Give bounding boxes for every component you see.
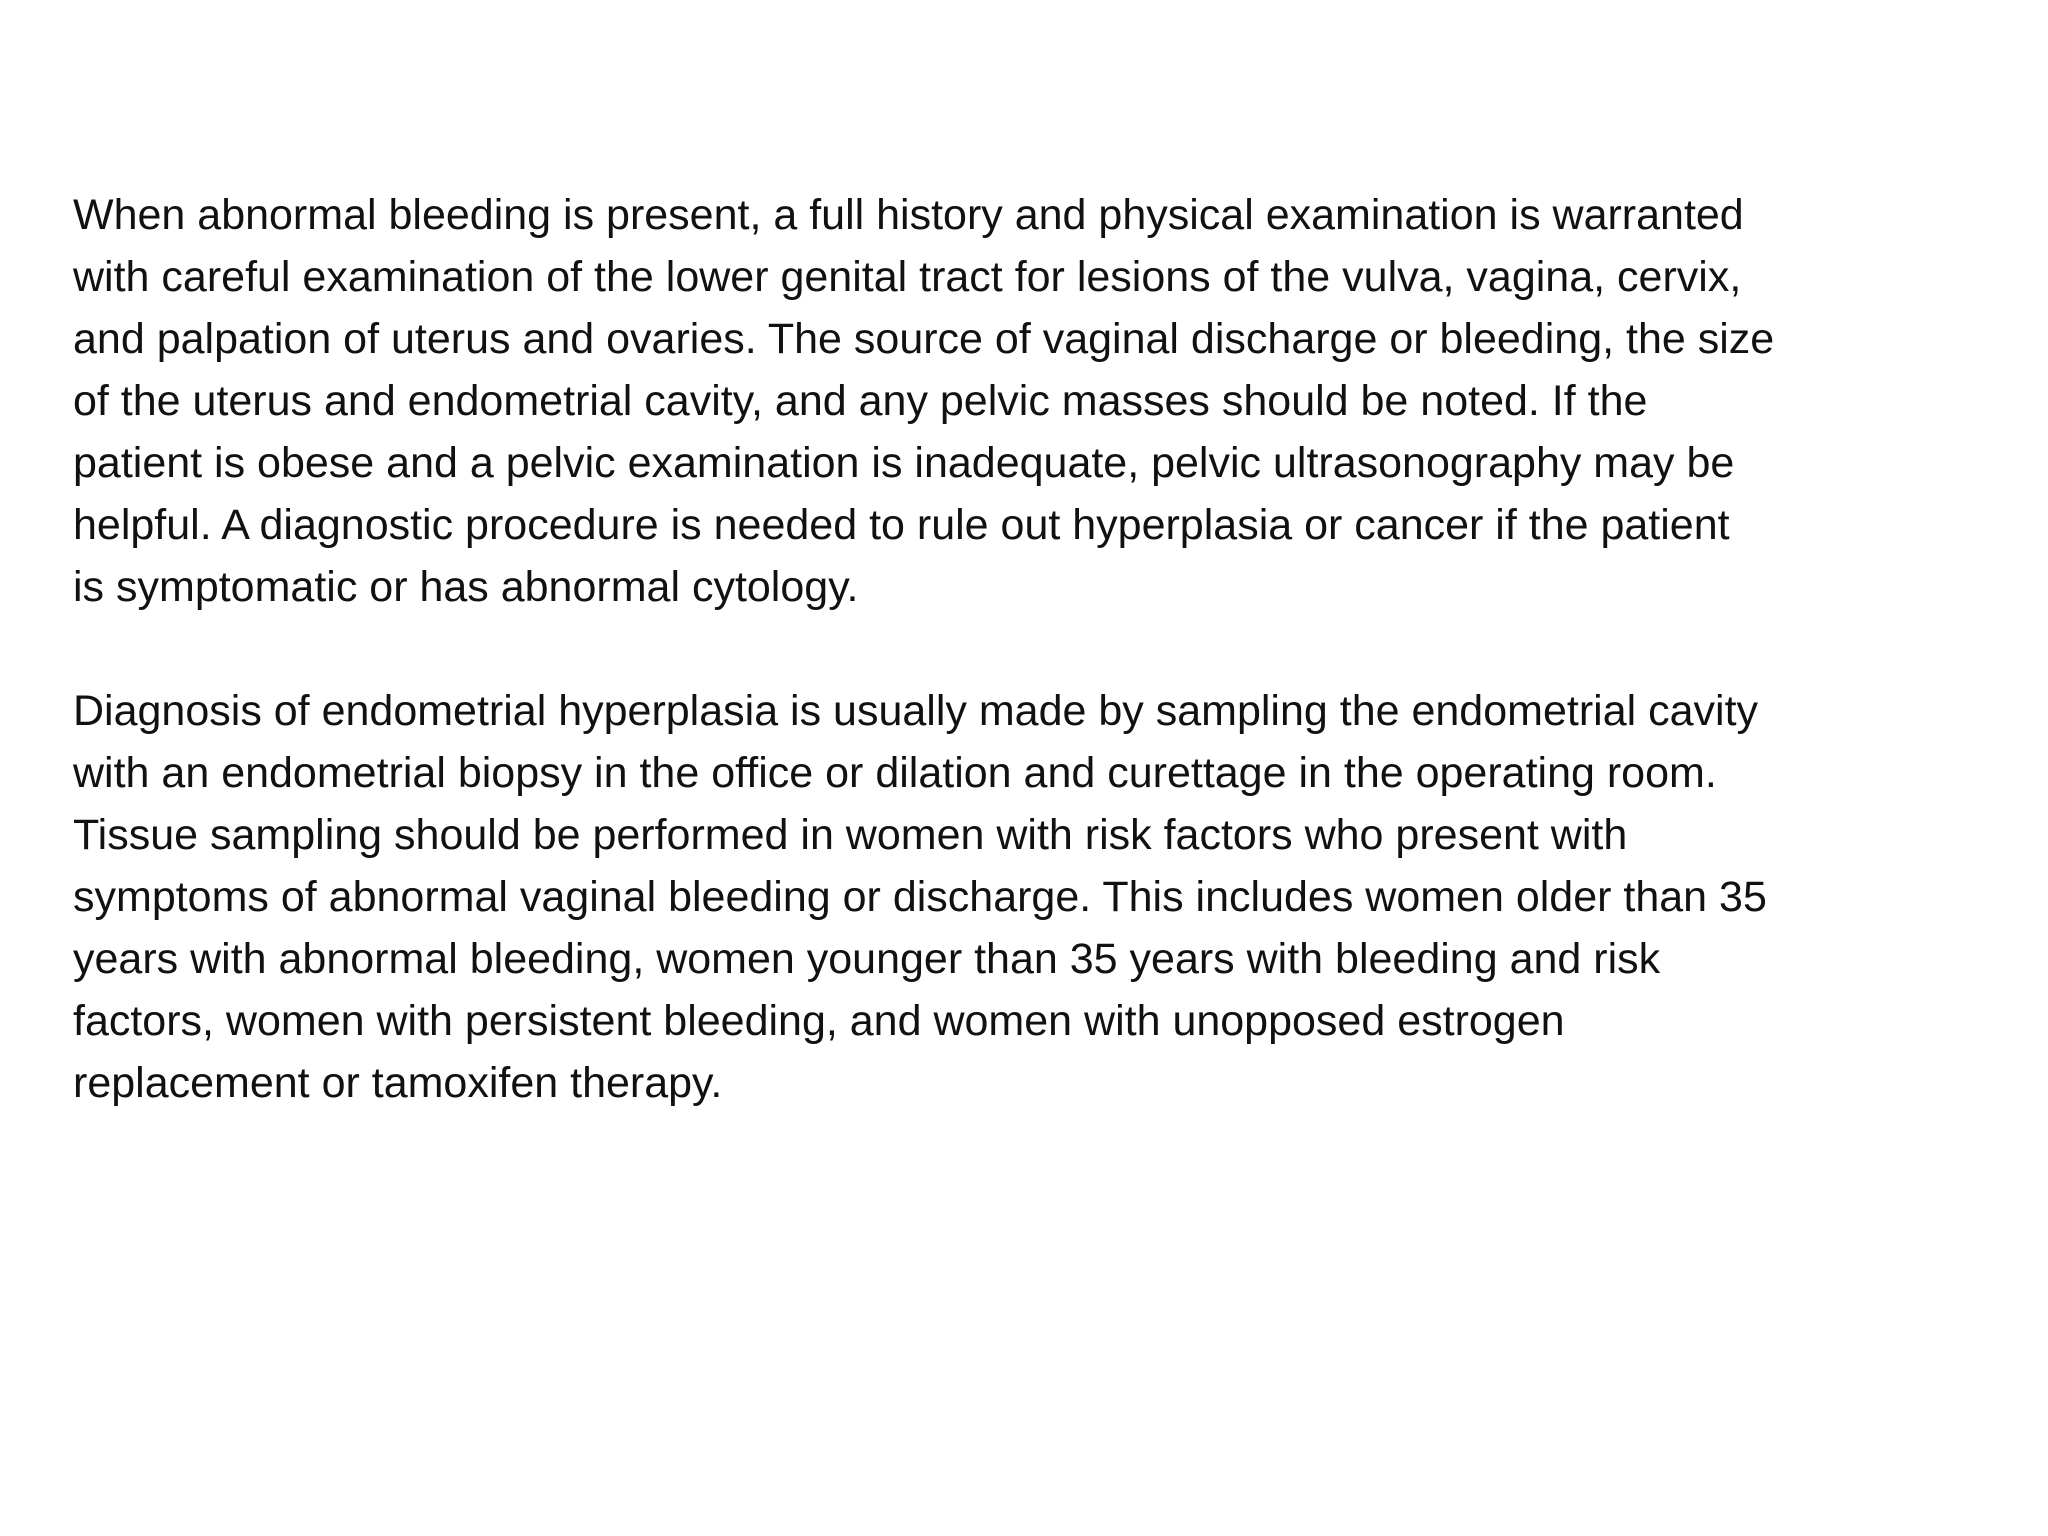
paragraph-hyperplasia-diagnosis (73, 680, 2003, 1114)
text-line: factors, women with persistent bleeding, and women with unopposed estrogen (73, 997, 1565, 1045)
text-line: Tissue sampling should be performed in women with risk factors who present with (73, 811, 1628, 859)
text-line: helpful. A diagnostic procedure is needed to rule out hyperplasia or cancer if the patient (73, 501, 1730, 549)
text-line: years with abnormal bleeding, women younger than 35 years with bleeding and risk (73, 935, 1661, 983)
text-line: is symptomatic or has abnormal cytology. (73, 563, 859, 611)
slide-text-body (73, 184, 2003, 1114)
paragraph-spacer (73, 618, 2003, 680)
text-line: with careful examination of the lower genital tract for lesions of the vulva, vagina, cervix, (73, 253, 1742, 301)
text-line: of the uterus and endometrial cavity, and any pelvic masses should be noted. If the (73, 377, 1648, 425)
text-line: replacement or tamoxifen therapy. (73, 1059, 723, 1107)
text-line: patient is obese and a pelvic examination is inadequate, pelvic ultrasonography may be (73, 439, 1735, 487)
text-line: When abnormal bleeding is present, a full history and physical examination is warranted (73, 191, 1744, 239)
text-line: and palpation of uterus and ovaries. The source of vaginal discharge or bleeding, the size (73, 315, 1775, 363)
paragraph-abnormal-bleeding-exam (73, 184, 2003, 618)
text-line: with an endometrial biopsy in the office or dilation and curettage in the operating room. (73, 749, 1717, 797)
text-line: symptoms of abnormal vaginal bleeding or discharge. This includes women older than 35 (73, 873, 1767, 921)
text-line: Diagnosis of endometrial hyperplasia is usually made by sampling the endometrial cavity (73, 687, 1759, 735)
